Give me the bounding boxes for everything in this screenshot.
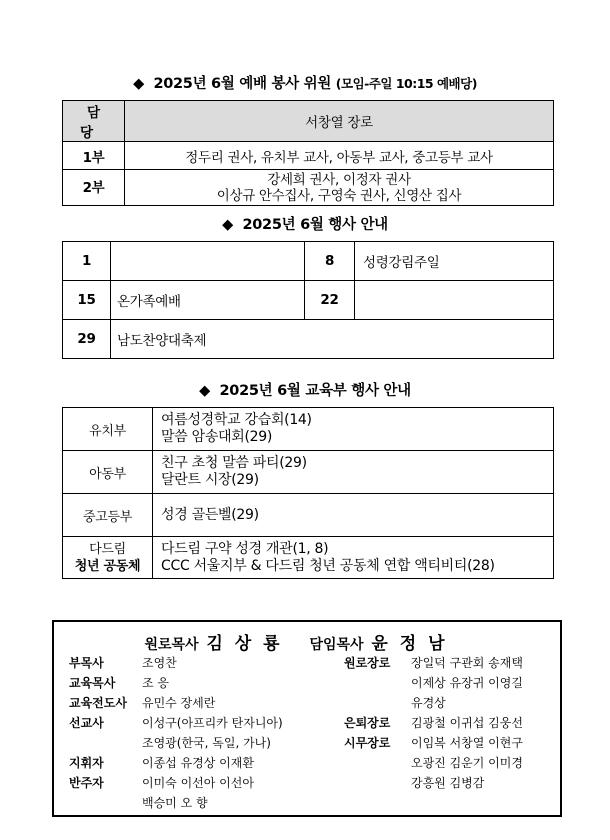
table-row (63, 320, 554, 359)
staff-names: 조 응 (142, 676, 169, 690)
event-name (111, 242, 305, 281)
staff-row (344, 653, 523, 673)
table-row (63, 408, 554, 451)
staff-names: 유민수 장세란 (142, 696, 216, 710)
table-header-row (63, 101, 554, 142)
staff-names: 이임복 서창열 이현구 (411, 736, 523, 750)
event-line: CCC 서울지부 & 다드림 청년 공동체 연합 액티비티(28) (161, 557, 495, 574)
staff-row (344, 673, 523, 693)
event-date: 22 (305, 281, 355, 320)
staff-names: 이종섭 유경상 이재환 (142, 756, 254, 770)
row-value: 정두리 권사, 유치부 교사, 아동부 교사, 중고등부 교사 (125, 142, 554, 170)
department-events (153, 537, 554, 579)
table-row (63, 281, 554, 320)
staff-names: 백승미 오 향 (142, 796, 208, 810)
senior-pastor-name: 윤 정 남 (371, 634, 448, 654)
emeritus-pastor-title: 원로목사 (144, 637, 199, 653)
worship-volunteers-table (62, 100, 554, 206)
table-row (63, 494, 554, 537)
staff-names: 강흥원 김병감 (411, 776, 485, 790)
event-line: 말씀 암송대회(29) (161, 429, 273, 445)
event-name: 온가족예배 (111, 281, 305, 320)
staff-left-column (69, 653, 283, 813)
staff-role: 시무장로 (344, 736, 391, 750)
event-line: 달란트 시장(29) (161, 472, 259, 488)
staff-role: 지휘자 (69, 756, 104, 770)
event-name: 남도찬양대축제 (111, 320, 554, 359)
event-name (355, 281, 554, 320)
staff-role: 은퇴장로 (344, 716, 391, 730)
diamond-icon: ◆ (133, 76, 144, 92)
staff-role: 선교사 (69, 716, 104, 730)
staff-row (69, 693, 283, 713)
staff-directory-box (52, 620, 562, 817)
row-value-line: 강세희 권사, 이정자 권사 (267, 171, 411, 188)
department-label-line: 다드림 (89, 541, 126, 557)
event-date: 1 (63, 242, 111, 281)
staff-row (344, 693, 523, 713)
staff-names: 조영광(한국, 독일, 가나) (142, 736, 271, 750)
education-events-table (62, 407, 554, 579)
department-label: 아동부 (63, 451, 153, 494)
section-title-text: 2025년 6월 교육부 행사 안내 (219, 383, 411, 399)
worship-volunteers-title (0, 72, 610, 93)
staff-role: 반주자 (69, 776, 104, 790)
staff-role: 부목사 (69, 656, 104, 670)
staff-names: 이제상 유장귀 이영길 (411, 676, 523, 690)
section-title-text: 2025년 6월 행사 안내 (242, 217, 388, 233)
staff-row (69, 733, 283, 753)
staff-names: 오광진 김운기 이미경 (411, 756, 523, 770)
row-label: 2부 (63, 170, 125, 206)
staff-role: 교육전도사 (69, 696, 127, 710)
event-line: 친구 초청 말씀 파티(29) (161, 455, 307, 471)
event-line: 다드림 구약 성경 개관(1, 8) (161, 540, 329, 557)
staff-row (69, 793, 283, 813)
staff-row (69, 653, 283, 673)
header-label: 담당 (63, 101, 125, 142)
section-title-text: 2025년 6월 예배 봉사 위원 (153, 76, 332, 92)
row-value-line: 이상규 안수집사, 구영숙 권사, 신영산 집사 (216, 187, 462, 204)
events-title (0, 213, 610, 234)
department-label (63, 537, 153, 579)
department-label-line: 청년 공동체 (74, 558, 141, 574)
staff-names: 이성구(아프리카 탄자니아) (142, 716, 283, 730)
department-events (153, 408, 554, 451)
staff-names: 이미숙 이선아 이선아 (142, 776, 254, 790)
event-date: 8 (305, 242, 355, 281)
staff-row (344, 773, 523, 793)
table-row (63, 170, 554, 206)
senior-pastor-title: 담임목사 (309, 637, 364, 653)
staff-row (344, 753, 523, 773)
event-line: 성경 골든벨(29) (161, 506, 259, 523)
event-line: 여름성경학교 강습회(14) (161, 412, 312, 428)
pastors-heading (54, 629, 560, 654)
staff-role: 교육목사 (69, 676, 116, 690)
event-date: 15 (63, 281, 111, 320)
education-events-title (0, 379, 610, 400)
department-label: 중고등부 (63, 494, 153, 537)
department-events (153, 494, 554, 537)
table-row (63, 142, 554, 170)
staff-right-column (344, 653, 523, 793)
events-table (62, 241, 554, 359)
table-row (63, 451, 554, 494)
row-label: 1부 (63, 142, 125, 170)
staff-row (69, 753, 283, 773)
department-label: 유치부 (63, 408, 153, 451)
table-row (63, 537, 554, 579)
staff-row (69, 773, 283, 793)
staff-names: 김광철 이귀섭 김웅선 (411, 716, 523, 730)
emeritus-pastor-name: 김 상 룡 (206, 634, 283, 654)
department-events (153, 451, 554, 494)
staff-row (344, 733, 523, 753)
diamond-icon: ◆ (222, 217, 233, 233)
header-value: 서창열 장로 (125, 101, 554, 142)
staff-names: 장일덕 구관회 송재택 (411, 656, 523, 670)
staff-names: 유경상 (411, 696, 446, 710)
diamond-icon: ◆ (199, 383, 211, 399)
event-date: 29 (63, 320, 111, 359)
staff-row (69, 713, 283, 733)
section-subtitle: (모임-주일 10:15 예배당) (335, 76, 477, 91)
event-name: 성령강림주일 (355, 242, 554, 281)
staff-row (69, 673, 283, 693)
staff-role: 원로장로 (344, 656, 391, 670)
staff-row (344, 713, 523, 733)
staff-names: 조영찬 (142, 656, 177, 670)
row-value (125, 170, 554, 206)
table-row (63, 242, 554, 281)
